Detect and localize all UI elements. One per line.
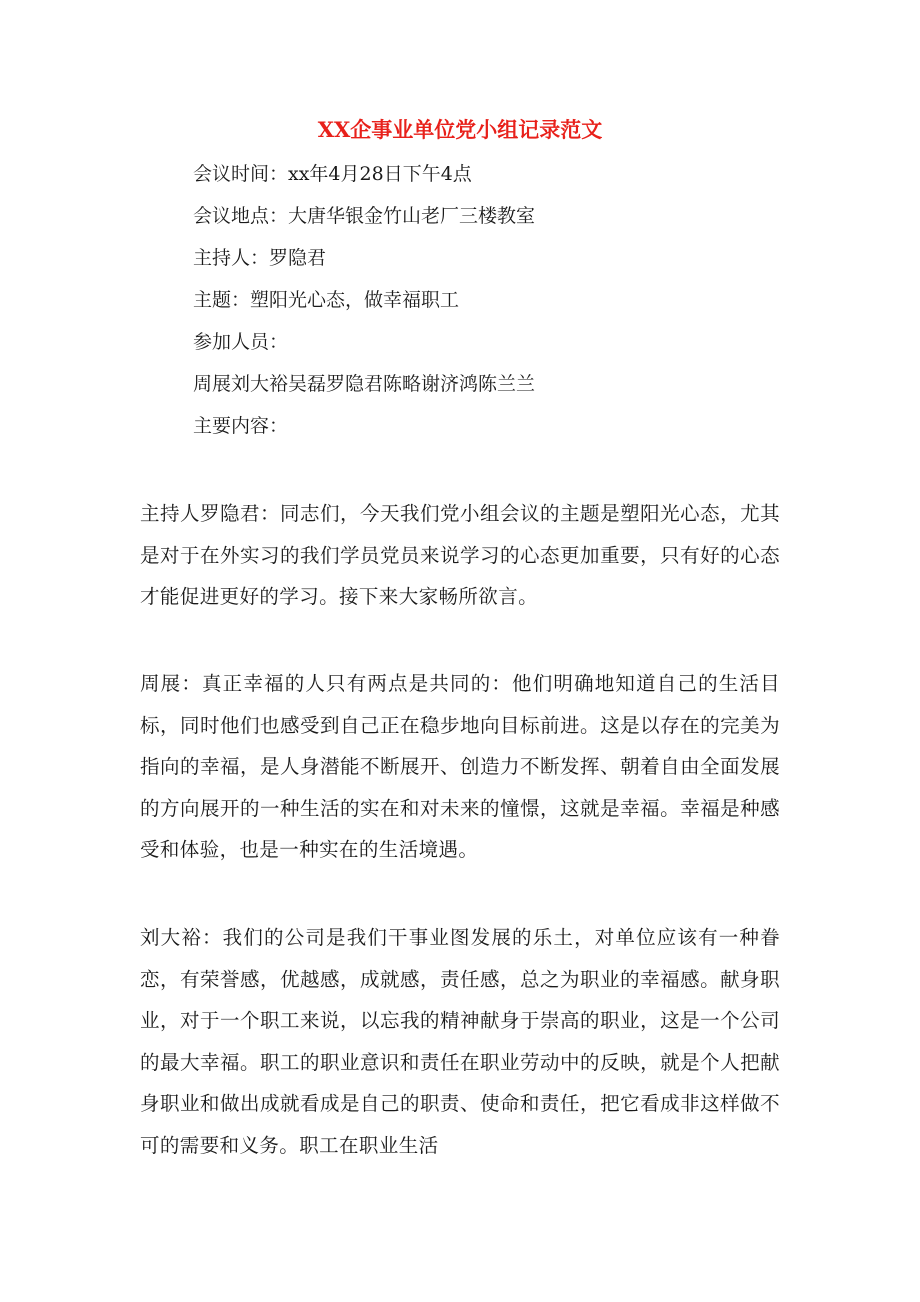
meeting-time: 会议时间：xx年4月28日下午4点 [193,163,472,185]
paragraph-zhou-speech: 周展：真正幸福的人只有两点是共同的：他们明确地知道自己的生活目标，同时他们也感受到自己正在稳步地向目标前进。这是以存在的完美为指向的幸福，是人身潜能不断展开、创造力不断发挥、朝着自由全面发展的方向展开的一种生活的实在和对未来的憧憬，这就是幸福。幸福是种感受和体验，也是一种实在的生活境遇。 [140,672,780,861]
attendees-names: 周展刘大裕吴磊罗隐君陈略谢济鸿陈兰兰 [193,373,536,395]
meeting-location: 会议地点：大唐华银金竹山老厂三楼教室 [193,205,536,227]
meeting-host: 主持人：罗隐君 [193,247,327,269]
document-title: XX企事业单位党小组记录范文 [317,117,603,142]
meeting-info-list [193,157,535,451]
paragraph-host-speech: 主持人罗隐君：同志们，今天我们党小组会议的主题是塑阳光心态，尤其是对于在外实习的我们学员党员来说学习的心态更加重要，只有好的心态才能促进更好的学习。接下来大家畅所欲言。 [140,502,780,608]
attendees-label: 参加人员： [193,331,289,353]
meeting-topic: 主题：塑阳光心态，做幸福职工 [193,289,460,311]
paragraph-liu-speech: 刘大裕：我们的公司是我们干事业图发展的乐土，对单位应该有一种眷恋，有荣誉感，优越感，成就感，责任感，总之为职业的幸福感。献身职业，对于一个职工来说，以忘我的精神献身于崇高的职业，这是一个公司的最大幸福。职工的职业意识和责任在职业劳动中的反映，就是个人把献身职业和做出成就看成是自己的职责、使命和责任，把它看成非这样做不可的需要和义务。职工在职业生活 [140,926,780,1157]
content-label: 主要内容： [193,415,289,437]
